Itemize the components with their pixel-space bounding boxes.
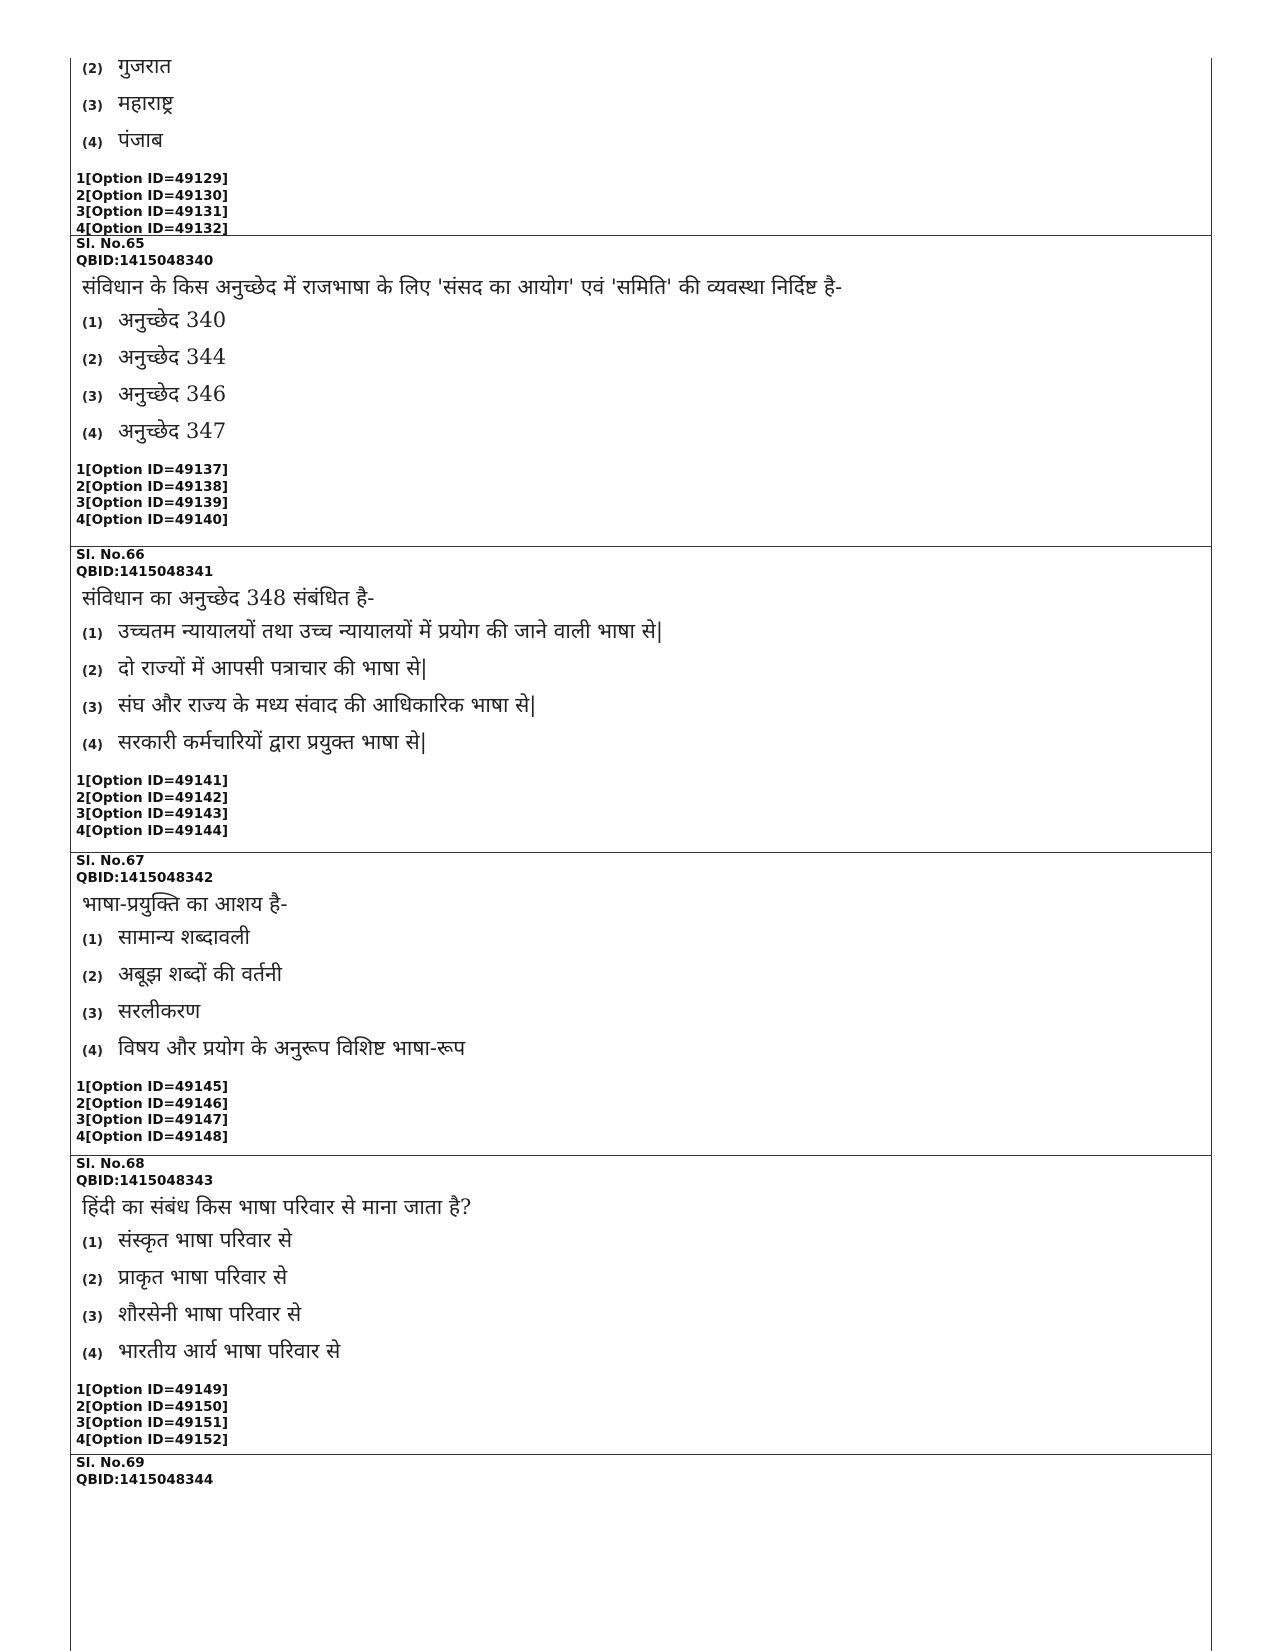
option-row xyxy=(71,1337,1211,1374)
option-number: (2) xyxy=(82,664,103,679)
option-id: 3[Option ID=49139] xyxy=(76,495,229,511)
question-block-65 xyxy=(71,235,1211,528)
qbid: QBID:1415048340 xyxy=(76,252,214,269)
option-row xyxy=(71,417,1211,454)
question-text: हिंदी का संबंध किस भाषा परिवार से माना जाता है? xyxy=(82,1195,472,1219)
option-id: 2[Option ID=49150] xyxy=(76,1398,229,1415)
option-id: 3[Option ID=49143] xyxy=(76,806,229,822)
option-text: शौरसेनी भाषा परिवार से xyxy=(118,1302,302,1326)
option-text: भारतीय आर्य भाषा परिवार से xyxy=(118,1339,341,1363)
option-id: 2[Option ID=49138] xyxy=(76,478,229,495)
option-number: (3) xyxy=(82,1007,103,1022)
option-id: 1[Option ID=49149] xyxy=(76,1382,229,1398)
option-text: अनुच्छेद 340 xyxy=(118,308,227,332)
option-row xyxy=(71,89,1211,126)
option-number: (3) xyxy=(82,99,103,114)
option-text: अनुच्छेद 346 xyxy=(118,382,227,406)
option-text: सरलीकरण xyxy=(118,999,201,1023)
option-row xyxy=(71,728,1211,765)
option-row xyxy=(71,380,1211,417)
option-id-list xyxy=(71,171,1211,237)
option-text: संस्कृत भाषा परिवार से xyxy=(118,1228,293,1252)
option-id: 4[Option ID=49132] xyxy=(76,220,229,237)
option-id-list xyxy=(71,462,1211,528)
option-text: अनुच्छेद 344 xyxy=(118,345,227,369)
option-number: (1) xyxy=(82,933,103,948)
option-id: 2[Option ID=49130] xyxy=(76,187,229,204)
option-id: 1[Option ID=49137] xyxy=(76,462,229,478)
option-text: गुजरात xyxy=(118,54,172,78)
qbid: QBID:1415048341 xyxy=(76,563,214,580)
option-id: 1[Option ID=49129] xyxy=(76,171,229,187)
option-row xyxy=(71,997,1211,1034)
option-text: उच्चतम न्यायालयों तथा उच्च न्यायालयों में प्रयोग की जाने वाली भाषा से| xyxy=(118,619,663,643)
question-text: संविधान का अनुच्छेद 348 संबंधित है- xyxy=(82,586,375,610)
option-text: महाराष्ट्र xyxy=(118,91,174,115)
option-id: 2[Option ID=49142] xyxy=(76,789,229,806)
option-row xyxy=(71,654,1211,691)
option-number: (1) xyxy=(82,1236,103,1251)
sl-no: Sl. No.66 xyxy=(76,547,145,563)
qbid: QBID:1415048342 xyxy=(76,869,214,886)
option-id-list xyxy=(71,1382,1211,1448)
option-row xyxy=(71,1226,1211,1263)
option-text: सरकारी कर्मचारियों द्वारा प्रयुक्त भाषा से| xyxy=(118,730,427,754)
sl-no: Sl. No.69 xyxy=(76,1455,145,1471)
option-row xyxy=(71,1300,1211,1337)
qbid: QBID:1415048343 xyxy=(76,1172,214,1189)
option-text: सामान्य शब्दावली xyxy=(118,925,250,949)
question-block-66 xyxy=(71,546,1211,839)
option-id: 1[Option ID=49141] xyxy=(76,773,229,789)
option-id: 1[Option ID=49145] xyxy=(76,1079,229,1095)
option-text: दो राज्यों में आपसी पत्राचार की भाषा से| xyxy=(118,656,428,680)
option-row xyxy=(71,960,1211,997)
sl-no: Sl. No.67 xyxy=(76,853,145,869)
option-id: 3[Option ID=49151] xyxy=(76,1415,229,1431)
option-number: (2) xyxy=(82,1273,103,1288)
question-block-67 xyxy=(71,852,1211,1145)
option-row xyxy=(71,1263,1211,1300)
option-row xyxy=(71,52,1211,89)
option-id: 4[Option ID=49152] xyxy=(76,1431,229,1448)
option-text: पंजाब xyxy=(118,128,163,152)
option-number: (2) xyxy=(82,353,103,368)
option-number: (2) xyxy=(82,970,103,985)
option-row xyxy=(71,1034,1211,1071)
option-row xyxy=(71,617,1211,654)
option-text: अबूझ शब्दों की वर्तनी xyxy=(118,962,283,986)
option-id: 4[Option ID=49144] xyxy=(76,822,229,839)
option-text: विषय और प्रयोग के अनुरूप विशिष्ट भाषा-रूप xyxy=(118,1036,466,1060)
sl-no: Sl. No.68 xyxy=(76,1156,145,1172)
option-number: (4) xyxy=(82,427,103,442)
question-paper-sheet xyxy=(70,54,1212,1651)
option-id: 3[Option ID=49131] xyxy=(76,204,229,220)
option-text: संघ और राज्य के मध्य संवाद की आधिकारिक भाषा से| xyxy=(118,693,537,717)
option-number: (4) xyxy=(82,738,103,753)
option-number: (4) xyxy=(82,136,103,151)
sl-no: Sl. No.65 xyxy=(76,236,145,252)
question-block-69 xyxy=(71,1454,1211,1488)
question-block-continued xyxy=(71,52,1211,237)
option-number: (2) xyxy=(82,62,103,77)
option-id-list xyxy=(71,773,1211,839)
option-id: 2[Option ID=49146] xyxy=(76,1095,229,1112)
option-number: (4) xyxy=(82,1347,103,1362)
option-id: 4[Option ID=49148] xyxy=(76,1128,229,1145)
option-row xyxy=(71,691,1211,728)
option-number: (1) xyxy=(82,627,103,642)
option-text: अनुच्छेद 347 xyxy=(118,419,227,443)
option-text: प्राकृत भाषा परिवार से xyxy=(118,1265,288,1289)
option-id-list xyxy=(71,1079,1211,1145)
option-row xyxy=(71,306,1211,343)
option-id: 4[Option ID=49140] xyxy=(76,511,229,528)
option-row xyxy=(71,343,1211,380)
question-text: संविधान के किस अनुच्छेद में राजभाषा के लिए 'संसद का आयोग' एवं 'समिति' की व्यवस्था निर्दिष्ट है- xyxy=(82,275,843,299)
option-number: (3) xyxy=(82,390,103,405)
qbid: QBID:1415048344 xyxy=(76,1471,214,1488)
option-number: (3) xyxy=(82,701,103,716)
option-number: (3) xyxy=(82,1310,103,1325)
option-row xyxy=(71,923,1211,960)
question-text: भाषा-प्रयुक्ति का आशय है- xyxy=(82,892,288,916)
option-row xyxy=(71,126,1211,163)
option-id: 3[Option ID=49147] xyxy=(76,1112,229,1128)
question-block-68 xyxy=(71,1155,1211,1448)
option-number: (4) xyxy=(82,1044,103,1059)
option-number: (1) xyxy=(82,316,103,331)
